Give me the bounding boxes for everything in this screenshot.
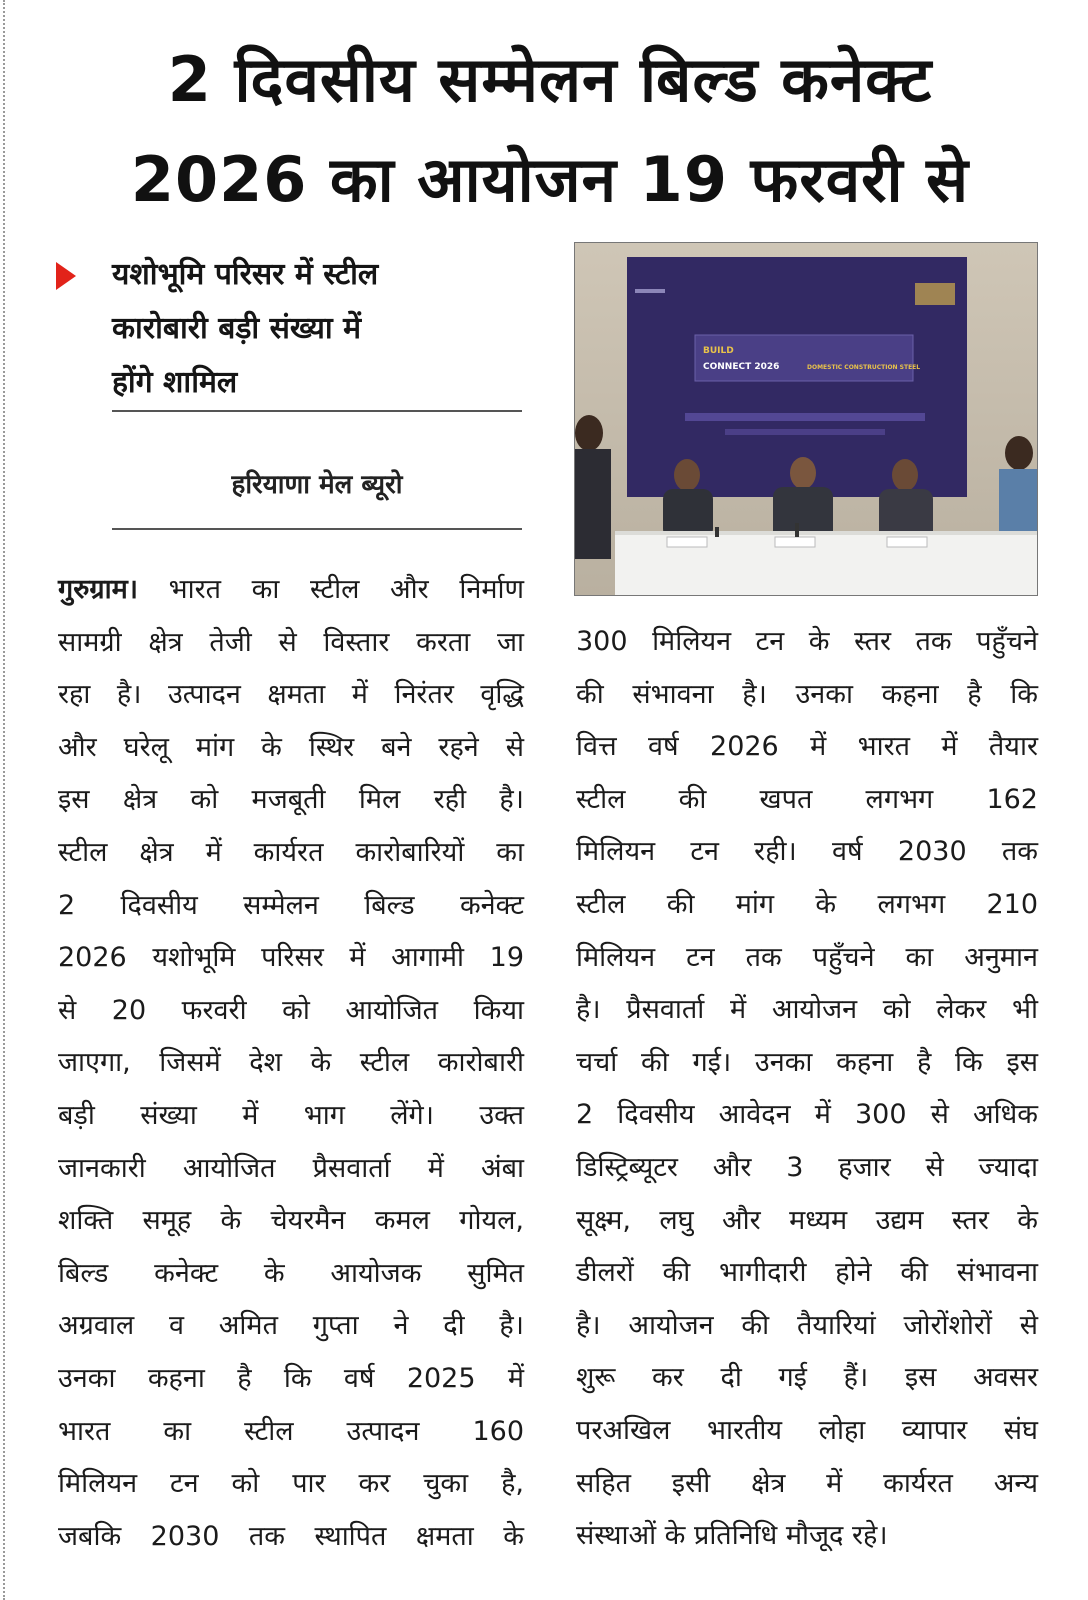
subheadline-line: होंगे शामिल — [112, 365, 238, 400]
article-line: बड़ी संख्या में भाग लेंगे। उक्त — [58, 1099, 524, 1131]
subheadline-line: यशोभूमि परिसर में स्टील — [112, 257, 379, 292]
subheadline — [56, 248, 536, 410]
article-line: परअखिल भारतीय लोहा व्यापार संघ — [576, 1414, 1038, 1446]
article-line: 2 दिवसीय आवेदन में 300 से अधिक — [576, 1099, 1038, 1131]
article-line: शक्ति समूह के चेयरमैन कमल गोयल, — [58, 1205, 524, 1237]
article-line: इस क्षेत्र को मजबूती मिल रही है। — [58, 784, 524, 816]
article-line: मिलियन टन तक पहुँचने का अनुमान — [576, 941, 1038, 973]
page-border — [3, 0, 5, 1600]
article-line: 2026 यशोभूमि परिसर में आगामी 19 — [58, 942, 524, 974]
article-line: 300 मिलियन टन के स्तर तक पहुँचने — [576, 626, 1038, 657]
article-line: है। प्रैसवार्ता में आयोजन को लेकर भी — [576, 994, 1038, 1026]
article-line: संस्थाओं के प्रतिनिधि मौजूद रहे। — [576, 1520, 888, 1552]
banner-text: CONNECT 2026 — [703, 362, 780, 372]
byline: हरियाणा मेल ब्यूरो — [231, 470, 403, 500]
banner-text: BUILD — [703, 346, 734, 356]
article-column-left — [58, 564, 524, 1563]
banner-text: DOMESTIC CONSTRUCTION STEEL — [807, 364, 921, 371]
article-line: चर्चा की गई। उनका कहना है कि इस — [576, 1046, 1038, 1078]
article-line: डिस्ट्रिब्यूटर और 3 हजार से ज्यादा — [576, 1151, 1038, 1183]
article-line: और घरेलू मांग के स्थिर बने रहने से — [58, 731, 524, 763]
article-line: मिलियन टन को पार कर चुका है, — [58, 1468, 524, 1500]
article-line: जानकारी आयोजित प्रैसवार्ता में अंबा — [58, 1152, 524, 1184]
press-conference-photo — [574, 242, 1038, 596]
article-line: सूक्ष्म, लघु और मध्यम उद्यम स्तर के — [576, 1204, 1038, 1236]
article-line: उनका कहना है कि वर्ष 2025 में — [58, 1362, 524, 1394]
article-line: भारत का स्टील उत्पादन 160 — [58, 1415, 524, 1447]
red-arrow-icon — [56, 262, 76, 290]
article-line: मिलियन टन रही। वर्ष 2030 तक — [576, 836, 1038, 868]
photo-illustration — [575, 243, 1038, 596]
divider-bottom — [112, 528, 522, 530]
article-line: से 20 फरवरी को आयोजित किया — [58, 994, 524, 1026]
dateline: गुरुग्राम। — [58, 574, 138, 605]
article-line: रहा है। उत्पादन क्षमता में निरंतर वृद्धि — [58, 679, 524, 711]
article-line: बिल्ड कनेक्ट के आयोजक सुमित — [58, 1257, 524, 1289]
headline-line: 2 दिवसीय सम्मेलन बिल्ड कनेक्ट — [167, 43, 933, 116]
article-line: जाएगा, जिसमें देश के स्टील कारोबारी — [58, 1047, 524, 1079]
article-line: वित्त वर्ष 2026 में भारत में तैयार — [576, 731, 1038, 763]
article-line: है। आयोजन की तैयारियां जोरोंशोरों से — [576, 1309, 1038, 1341]
article-line: स्टील की मांग के लगभग 210 — [576, 888, 1038, 920]
article-line: शुरू कर दी गई हैं। इस अवसर — [576, 1362, 1038, 1394]
article-line: 2 दिवसीय सम्मेलन बिल्ड कनेक्ट — [58, 889, 524, 921]
article-line: सामग्री क्षेत्र तेजी से विस्तार करता जा — [58, 626, 524, 658]
article-line: स्टील क्षेत्र में कार्यरत कारोबारियों का — [58, 836, 524, 868]
article-line: अग्रवाल व अमित गुप्ता ने दी है। — [58, 1310, 524, 1342]
divider-top — [112, 410, 522, 412]
article-line: स्टील की खपत लगभग 162 — [576, 783, 1038, 815]
article-line: गुरुग्राम। भारत का स्टील और निर्माण — [58, 574, 524, 605]
article-line: सहित इसी क्षेत्र में कार्यरत अन्य — [576, 1467, 1038, 1499]
article-column-right — [576, 616, 1038, 1563]
subheadline-text — [112, 248, 536, 410]
headline — [30, 30, 1070, 230]
article-line: जबकि 2030 तक स्थापित क्षमता के — [58, 1520, 524, 1552]
subheadline-line: कारोबारी बड़ी संख्या में — [112, 311, 362, 346]
article-line: की संभावना है। उनका कहना है कि — [576, 678, 1038, 710]
headline-line: 2026 का आयोजन 19 फरवरी से — [130, 143, 970, 216]
article-line: डीलरों की भागीदारी होने की संभावना — [576, 1257, 1038, 1289]
